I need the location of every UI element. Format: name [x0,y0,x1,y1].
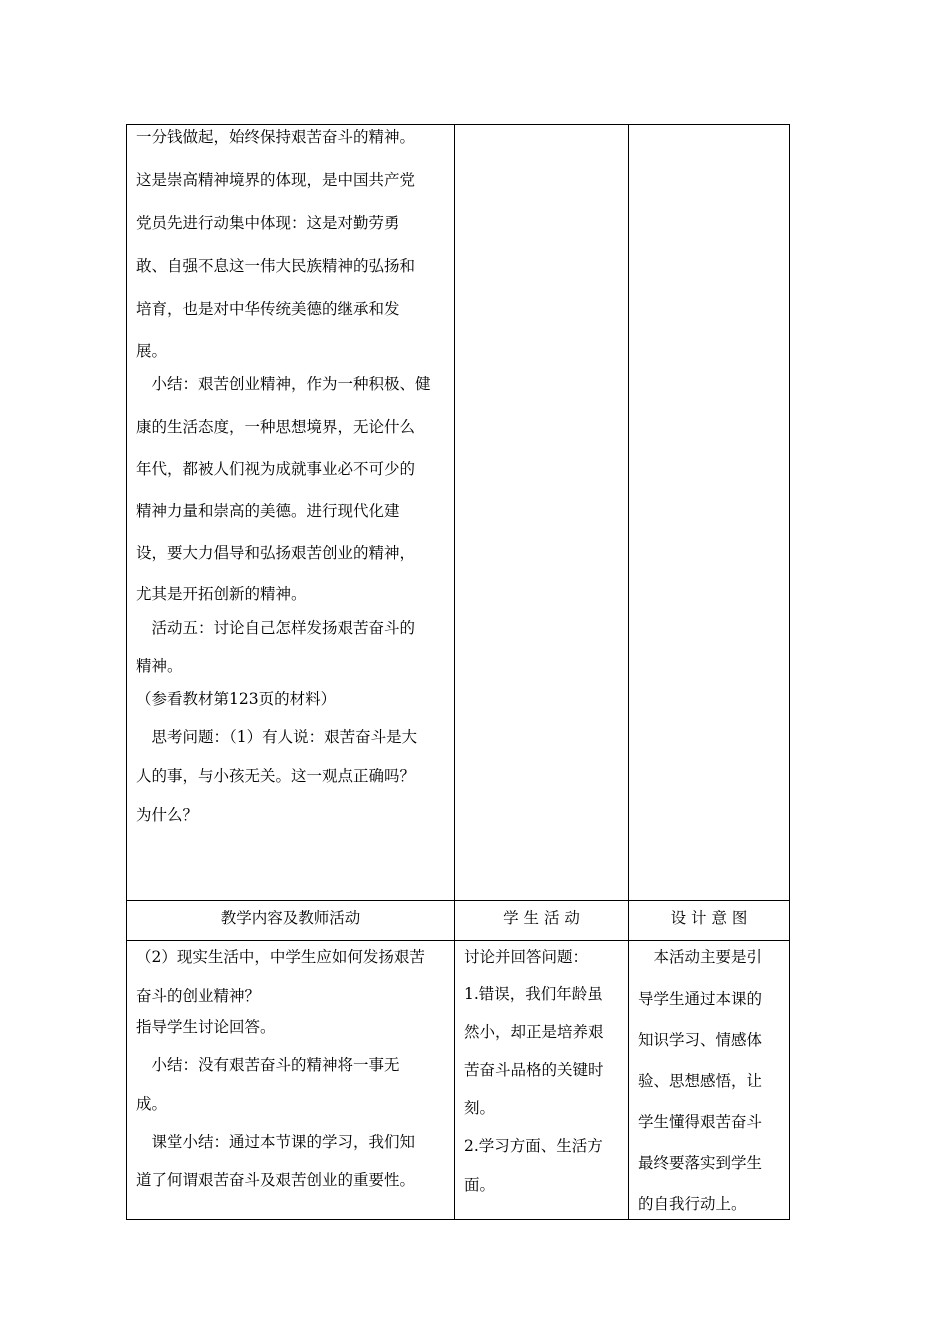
text-line: 小结：艰苦创业精神，作为一种积极、健 [136,375,431,393]
text-line: 党员先进行动集中体现：这是对勤劳勇 [136,214,400,232]
text-line: 人的事，与小孩无关。这一观点正确吗？ [136,767,416,785]
text-line: 精神。 [136,657,183,675]
text-line: 的自我行动上。 [638,1195,747,1213]
text-line: 精神力量和崇高的美德。进行现代化建 [136,502,400,520]
table-bottom-border [126,1219,790,1220]
table-right-border [789,124,790,1220]
text-line: 讨论并回答问题： [464,948,589,966]
text-line: 然小，却正是培养艰 [464,1023,604,1041]
text-line: 年代，都被人们视为成就事业必不可少的 [136,460,416,478]
column-divider-2 [628,124,629,1220]
upper-teacher-content [136,124,452,900]
text-line: 最终要落实到学生 [638,1154,763,1172]
text-line: 为什么？ [136,806,199,824]
text-line: 一分钱做起，始终保持艰苦奋斗的精神。 [136,128,416,146]
table-left-border [126,124,127,1220]
text-line: 尤其是开拓创新的精神。 [136,585,307,603]
header-design-intent: 设 计 意 图 [670,909,748,927]
text-line: 苦奋斗品格的关键时 [464,1061,604,1079]
header-student-activity: 学 生 活 动 [503,909,580,927]
text-line: 验、思想感悟，让 [638,1072,763,1090]
text-line: 导学生通过本课的 [638,990,763,1008]
text-line: 学生懂得艰苦奋斗 [638,1113,763,1131]
text-line: 本活动主要是引 [638,948,763,966]
text-line: （参看教材第123页的材料） [136,690,337,708]
text-line: 思考问题：（1）有人说：艰苦奋斗是大 [136,728,418,746]
text-line: 课堂小结：通过本节课的学习，我们知 [136,1133,416,1151]
lower-design-intent [638,941,788,1219]
text-line: 活动五：讨论自己怎样发扬艰苦奋斗的 [136,619,416,637]
text-line: 道了何谓艰苦奋斗及艰苦创业的重要性。 [136,1171,416,1189]
lesson-plan-table [126,124,790,1220]
text-line: 2.学习方面、生活方 [464,1137,603,1155]
text-line: 小结：没有艰苦奋斗的精神将一事无 [136,1056,400,1074]
text-line: 刻。 [464,1099,496,1117]
text-line: 知识学习、情感体 [638,1031,763,1049]
text-line: 展。 [136,342,168,360]
text-line: 设，要大力倡导和弘扬艰苦创业的精神， [136,544,416,562]
text-line: 敢、自强不息这一伟大民族精神的弘扬和 [136,257,416,275]
text-line: 奋斗的创业精神？ [136,987,261,1005]
text-line: 成。 [136,1095,168,1113]
header-top-border [126,900,790,901]
lower-student-activity [464,941,626,1219]
text-line: 康的生活态度，一种思想境界，无论什么 [136,418,416,436]
text-line: 1.错误，我们年龄虽 [464,985,603,1003]
header-teacher-activity: 教学内容及教师活动 [220,909,361,927]
text-line: 培育，也是对中华传统美德的继承和发 [136,300,400,318]
lower-teacher-content [136,941,452,1219]
text-line: （2）现实生活中，中学生应如何发扬艰苦 [136,948,425,966]
text-line: 指导学生讨论回答。 [136,1018,276,1036]
column-divider-1 [454,124,455,1220]
text-line: 面。 [464,1176,496,1194]
text-line: 这是崇高精神境界的体现，是中国共产党 [136,171,416,189]
